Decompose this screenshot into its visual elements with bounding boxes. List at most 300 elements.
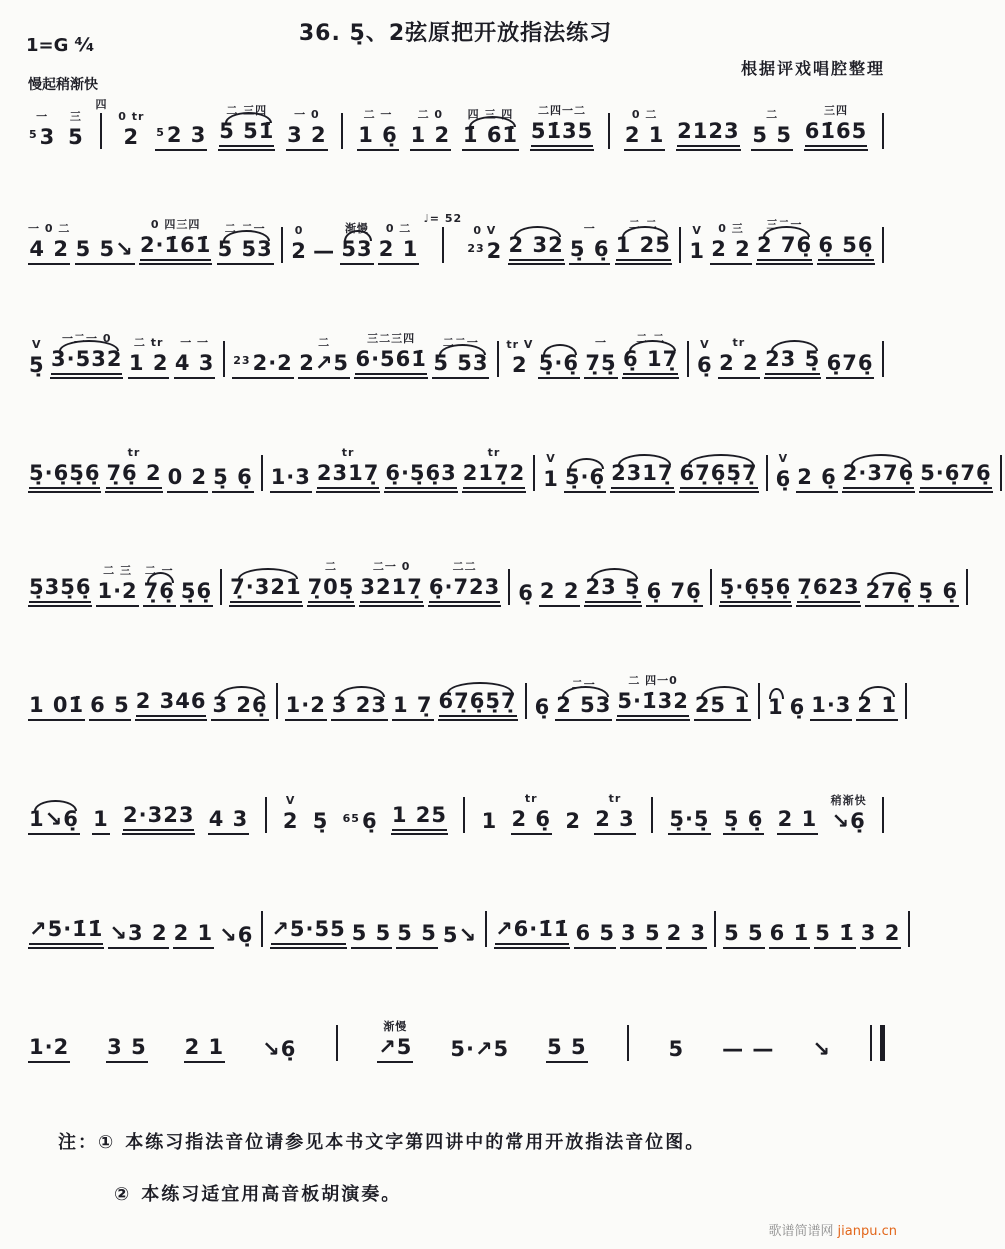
barline-mark xyxy=(758,683,760,719)
note-group xyxy=(155,106,207,151)
note-group xyxy=(506,336,533,379)
barline-mark xyxy=(223,341,225,377)
barline-mark xyxy=(508,569,510,605)
barline-mark xyxy=(442,227,444,263)
notes: 5·6̣76̣ xyxy=(919,461,992,493)
note-group xyxy=(316,444,380,493)
notes: ↘ xyxy=(812,1036,831,1061)
note-group xyxy=(173,904,215,949)
note-group xyxy=(351,904,393,949)
note-group xyxy=(290,222,308,265)
barline xyxy=(879,96,887,151)
notes: 4 3 xyxy=(208,807,250,835)
note-group xyxy=(826,334,875,379)
notes: 2·1̇61̇ xyxy=(139,233,212,265)
notes: 1·2 xyxy=(96,579,138,607)
note-group xyxy=(410,106,452,151)
note-group xyxy=(615,216,672,265)
barline-mark xyxy=(533,455,535,491)
notes: 2 1 xyxy=(173,921,215,949)
barline-mark xyxy=(261,455,263,491)
fingering-annotation: 二 二 xyxy=(636,331,666,345)
watermark-site-name: 歌谱简谱网 xyxy=(768,1224,834,1239)
note-group xyxy=(668,1020,686,1063)
note-group xyxy=(555,676,612,721)
note-group xyxy=(312,222,336,265)
note-group xyxy=(546,1018,588,1063)
notes: 2 3 xyxy=(666,921,708,949)
note-group xyxy=(688,222,706,265)
fingering-annotation: tr xyxy=(608,791,622,805)
fingering-annotation: 二一 xyxy=(571,677,596,691)
note-group xyxy=(139,216,212,265)
fingering-annotation: 二 xyxy=(324,559,337,573)
barline xyxy=(902,666,910,721)
notes: 7̣6̣ 2 xyxy=(105,461,162,493)
fingering-annotation: 一 一 xyxy=(180,335,210,349)
notes: 5̣·6̣ xyxy=(564,465,606,493)
note-group xyxy=(285,676,327,721)
note-group xyxy=(584,334,617,379)
note-group xyxy=(67,108,85,151)
notes: 6 5 xyxy=(574,921,616,949)
note-group xyxy=(28,336,46,379)
fingering-annotation: 0 tr xyxy=(118,109,145,123)
barline-mark xyxy=(766,455,768,491)
notes: 5 1̇ xyxy=(814,921,856,949)
barline-mark xyxy=(485,911,487,947)
note-group xyxy=(756,216,813,265)
notes: 276̣ xyxy=(865,579,914,607)
note-group xyxy=(796,558,860,607)
notes: 5̣35̣6̣ xyxy=(28,575,92,607)
notes: 1 7̣ xyxy=(392,693,434,721)
notes: 3·532 xyxy=(50,347,123,379)
note-group xyxy=(340,220,373,265)
barline xyxy=(684,324,692,379)
fingering-annotation: 二 0 xyxy=(417,107,444,121)
note-group xyxy=(817,216,874,265)
fingering-annotation: 二 一 xyxy=(144,563,174,577)
notes: 5̣ 6̣ xyxy=(723,807,765,835)
note-group xyxy=(261,1020,297,1063)
barline xyxy=(262,780,270,835)
notes: 3 23 xyxy=(331,693,388,721)
barline xyxy=(707,552,715,607)
note-group xyxy=(646,562,703,607)
fingering-annotation: ♩= 52 xyxy=(423,212,463,225)
fingering-annotation: 二四一二 xyxy=(538,103,587,117)
barline xyxy=(763,438,771,493)
barline xyxy=(530,438,538,493)
notes: 1 xyxy=(543,466,559,491)
note-group xyxy=(462,444,526,493)
notes: 5̣ xyxy=(312,808,329,833)
notes: 3 26̣ xyxy=(211,693,268,721)
fingering-annotation: 三四 xyxy=(823,103,848,117)
note-group xyxy=(814,904,856,949)
fingering-annotation: 四 三 四 xyxy=(467,107,514,121)
final-barline-mark xyxy=(870,1025,885,1061)
note-group xyxy=(75,220,135,265)
fingering-annotation: 一 xyxy=(595,335,607,349)
note-group xyxy=(428,558,501,607)
note-group xyxy=(530,102,594,151)
barline-mark xyxy=(882,797,884,833)
final-barline xyxy=(868,1008,887,1063)
fingering-annotation: 三二一 xyxy=(766,217,803,231)
note-group xyxy=(122,786,195,835)
barline xyxy=(879,780,887,835)
note-group xyxy=(28,220,70,265)
notes: 2 xyxy=(512,352,528,377)
note-group xyxy=(28,900,104,949)
barline xyxy=(879,210,887,265)
notes: $^{65}$6̣ xyxy=(342,808,378,833)
notes: 5 xyxy=(668,1036,685,1061)
note-group xyxy=(167,448,209,493)
fingering-annotation: tr xyxy=(127,445,141,459)
notes: 4 2 xyxy=(28,237,70,265)
notes: 2 1 xyxy=(624,123,666,151)
note-group xyxy=(723,904,765,949)
notes: 23 5̣ xyxy=(764,347,821,379)
notes: 2 346 xyxy=(135,689,208,721)
fingering-annotation: 二 xyxy=(318,335,331,349)
watermark xyxy=(769,1220,897,1239)
fingering-annotation: 0 二 xyxy=(385,221,412,235)
page-title: 36. 5̣、2弦原把开放指法练习 xyxy=(298,21,613,46)
note-group xyxy=(811,1020,832,1063)
fingering-annotation: 二 四一0 xyxy=(628,673,678,687)
footnote-2-number: ② xyxy=(114,1184,132,1205)
note-group xyxy=(494,900,570,949)
watermark-site-url[interactable]: jianpu.cn xyxy=(837,1224,897,1239)
note-group xyxy=(594,790,636,835)
barline-mark xyxy=(463,797,465,833)
note-group xyxy=(270,900,346,949)
note-group xyxy=(666,904,708,949)
note-group xyxy=(775,450,793,493)
notes: 217̣2 xyxy=(462,461,526,493)
note-group xyxy=(106,1018,148,1063)
barline-mark xyxy=(882,113,884,149)
notes: 1 01̇ xyxy=(28,693,85,721)
notes: 67̣6̣5̣7̣ xyxy=(438,689,518,721)
notes: 7̣623 xyxy=(796,575,860,607)
notes: 1 xyxy=(767,695,785,721)
notes: 2↗5 xyxy=(298,351,350,379)
fingering-annotation: V xyxy=(285,793,296,807)
note-group xyxy=(842,444,915,493)
fingering-annotation: 一 xyxy=(583,221,596,235)
note-group xyxy=(856,676,898,721)
barline-mark xyxy=(651,797,653,833)
notes: 2·376̣ xyxy=(842,461,915,493)
note-group xyxy=(377,1018,413,1063)
note-group xyxy=(542,450,560,493)
fingering-annotation: 二一 0 xyxy=(372,559,411,573)
note-group xyxy=(564,448,606,493)
score-line xyxy=(26,666,897,721)
fingering-annotation: 稍渐快 xyxy=(830,793,867,807)
note-group xyxy=(28,558,92,607)
notes: 2 2 xyxy=(710,237,752,265)
notes: 5 5↘ xyxy=(75,237,135,265)
note-group xyxy=(449,1020,510,1063)
barline-mark xyxy=(905,683,907,719)
notes: 6̣·723 xyxy=(428,575,501,607)
note-group xyxy=(719,558,792,607)
footnote-1-number: ① xyxy=(98,1132,116,1153)
notes: 6̣ xyxy=(789,694,806,719)
note-group xyxy=(442,906,478,949)
notes: 5 53 xyxy=(432,351,489,379)
grace-note: 5 xyxy=(29,127,38,141)
notes: 5 5 xyxy=(546,1035,588,1063)
score-line xyxy=(26,210,889,265)
notes: 2 2 xyxy=(718,351,760,379)
note-group xyxy=(342,792,379,835)
note-group xyxy=(584,558,641,607)
notes: 4 3 xyxy=(174,351,216,379)
footnote-1 xyxy=(58,1128,705,1154)
barline-mark xyxy=(276,683,278,719)
notes: 5 5 xyxy=(396,921,438,949)
fingering-annotation: 二 三四 xyxy=(226,103,268,117)
note-group xyxy=(174,334,216,379)
notes: 2 1 xyxy=(184,1035,226,1063)
note-group xyxy=(710,220,752,265)
notes: 5̣·6̣5̣6̣ xyxy=(28,461,101,493)
note-group xyxy=(143,562,176,607)
barline-mark xyxy=(265,797,267,833)
notes: 2 xyxy=(123,124,140,149)
note-group xyxy=(391,786,448,835)
note-group xyxy=(307,558,356,607)
note-group xyxy=(378,220,420,265)
fingering-annotation: V xyxy=(778,451,789,465)
note-group xyxy=(184,1018,226,1063)
fingering-annotation: 0 V xyxy=(473,223,497,237)
notes: 6̣ xyxy=(518,580,534,605)
note-group xyxy=(511,790,553,835)
notes: 1·2 xyxy=(285,693,327,721)
note-group xyxy=(696,336,714,379)
notes: 1 xyxy=(92,807,110,835)
note-group xyxy=(676,102,740,151)
notes: 5̣·6̣5̣6̣ xyxy=(719,575,792,607)
notes: 1 xyxy=(689,238,705,263)
note-group xyxy=(508,216,565,265)
notes: 3 5 xyxy=(620,921,662,949)
barline xyxy=(424,210,463,265)
fingering-annotation: tr xyxy=(341,445,355,459)
notes: $^{23}$2 xyxy=(467,238,503,263)
note-group xyxy=(135,672,208,721)
notes: 1 2 xyxy=(410,123,452,151)
notes: 3217̣ xyxy=(359,575,423,607)
barline-mark xyxy=(100,113,102,149)
fingering-annotation: 二 二 xyxy=(628,217,658,231)
barline xyxy=(755,666,763,721)
notes: 6̣76̣ xyxy=(826,351,875,379)
notes: 61̇65 xyxy=(804,119,868,151)
notes: 5̣ 6̣ xyxy=(212,465,254,493)
fingering-annotation: 一二一 0 xyxy=(62,331,112,345)
note-group xyxy=(767,678,785,721)
note-group xyxy=(105,444,162,493)
notes: 2 6̣ xyxy=(796,465,838,493)
fingering-annotation: tr xyxy=(524,791,538,805)
notes: 5̣·5̣ xyxy=(668,807,710,835)
notes: 1 2 xyxy=(128,351,170,379)
note-group xyxy=(357,106,399,151)
fingering-annotation: 二二 xyxy=(452,559,477,573)
note-group xyxy=(538,334,580,379)
notes: 2 xyxy=(282,808,299,833)
notes: 5̣6̣ xyxy=(180,579,213,607)
notes: 7̣·321 xyxy=(229,575,302,607)
note-group xyxy=(804,102,868,151)
notes: — xyxy=(313,238,336,263)
note-group xyxy=(208,790,250,835)
notes: 6̣·5̣6̣3 xyxy=(384,461,457,493)
barline-mark xyxy=(908,911,910,947)
footnote-2-text: 本练习适宜用高音板胡演奏。 xyxy=(141,1184,402,1205)
note-group xyxy=(918,562,960,607)
note-group xyxy=(286,106,328,151)
note-group xyxy=(282,792,300,835)
note-group xyxy=(569,220,611,265)
note-group xyxy=(92,790,110,835)
notes: ↗6·1̇1̇ xyxy=(494,917,570,949)
notes: 3 2 xyxy=(286,123,328,151)
barline xyxy=(258,894,266,949)
barline xyxy=(711,894,719,949)
notes: 2 1 xyxy=(378,237,420,265)
notes: 5̣ 6̣ xyxy=(569,237,611,265)
footnotes xyxy=(58,1128,705,1232)
note-group xyxy=(764,330,821,379)
fingering-annotation: 二 三 xyxy=(103,563,132,577)
fingering-annotation: 二 xyxy=(766,107,779,121)
notes: 2 2 xyxy=(539,579,581,607)
barline xyxy=(95,96,107,151)
note-group xyxy=(229,558,302,607)
notes: 7̣05̣ xyxy=(307,575,356,607)
note-group xyxy=(466,222,503,265)
note-group xyxy=(128,334,170,379)
notes: 25 1 xyxy=(694,693,751,721)
notes: 2123 xyxy=(676,119,740,151)
note-group xyxy=(751,106,793,151)
barline-mark xyxy=(882,227,884,263)
barline xyxy=(676,210,684,265)
fingering-annotation: 一 0 二 xyxy=(28,221,71,235)
barline xyxy=(220,324,228,379)
notes: 6̣ xyxy=(534,694,551,719)
note-group xyxy=(919,444,992,493)
barline-mark xyxy=(336,1025,338,1061)
notes: 2 53 xyxy=(555,693,612,721)
time-signature: ⁴⁄₄ xyxy=(74,34,95,56)
barline xyxy=(648,780,656,835)
notes: 1̇ 6̇1̇ xyxy=(462,123,519,151)
note-group xyxy=(865,562,914,607)
note-group xyxy=(118,108,144,151)
notes: 3 5 xyxy=(106,1035,148,1063)
barline xyxy=(333,1008,341,1063)
grace-note: 23 xyxy=(467,241,485,255)
note-group xyxy=(28,676,85,721)
note-group xyxy=(796,448,838,493)
notes: 1·3 xyxy=(270,465,312,493)
notes: 1 xyxy=(481,808,498,833)
notes: 2317̣ xyxy=(610,461,674,493)
note-group xyxy=(679,444,759,493)
notes: 67̣6̣5̣7̣ xyxy=(679,461,759,493)
footnote-label: 注： xyxy=(58,1132,98,1153)
notes: 0 2 xyxy=(167,465,209,493)
score-line xyxy=(26,1008,889,1063)
notes: 2 6̣ xyxy=(511,807,553,835)
note-group xyxy=(217,220,274,265)
notes: 6 5 xyxy=(89,693,131,721)
notes: 51̇35 xyxy=(530,119,594,151)
notes: 1 25 xyxy=(615,233,672,265)
notes: 6·561̇ xyxy=(354,347,427,379)
barline-mark xyxy=(281,227,283,263)
notes: 53 xyxy=(340,237,373,265)
note-group xyxy=(96,562,138,607)
fingering-annotation: 渐慢 xyxy=(383,1019,408,1033)
notes: ↘6̣ xyxy=(831,808,866,833)
fingering-annotation: 三 xyxy=(69,109,82,123)
barline xyxy=(997,438,1005,493)
notes: 5̣ 6̣ xyxy=(918,579,960,607)
barline xyxy=(482,894,490,949)
notes: 2·323 xyxy=(122,803,195,835)
note-group xyxy=(354,330,427,379)
notes: $^5$3 xyxy=(29,124,56,149)
barline-mark xyxy=(497,341,499,377)
note-group xyxy=(517,564,535,607)
fingering-annotation: 渐慢 xyxy=(344,221,369,235)
notes: 6̣ xyxy=(697,352,713,377)
notes: 6̣ 56̣ xyxy=(817,233,874,265)
score-line xyxy=(26,780,889,835)
barline xyxy=(879,324,887,379)
barline-mark xyxy=(608,113,610,149)
note-group xyxy=(396,904,438,949)
note-group xyxy=(28,444,101,493)
barline xyxy=(522,666,530,721)
note-group xyxy=(438,672,518,721)
note-group xyxy=(432,334,489,379)
note-group xyxy=(218,102,275,151)
notes: $^5$2 3 xyxy=(155,123,207,151)
note-group xyxy=(50,330,123,379)
note-group xyxy=(108,904,168,949)
notes: 2 76̣ xyxy=(756,233,813,265)
fingering-annotation: 0 xyxy=(294,223,304,237)
note-group xyxy=(534,678,552,721)
key-label: 1=G xyxy=(26,35,69,56)
notes: $^{23}$2·2 xyxy=(232,351,294,379)
barline xyxy=(605,96,613,151)
score-line xyxy=(26,96,889,151)
